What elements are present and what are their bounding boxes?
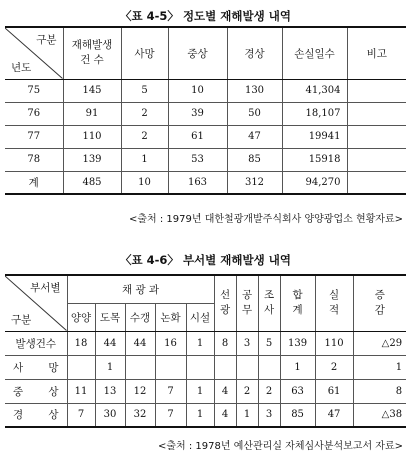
table-row xyxy=(5,79,406,102)
table-cell: 1 xyxy=(95,355,125,379)
table2-subheader-nonhwa: 논화 xyxy=(155,303,186,331)
table-cell: 19941 xyxy=(282,125,347,148)
table1-header-lost-days: 손실일수 xyxy=(282,27,347,79)
table-row xyxy=(5,379,406,403)
table2-subheader-sugaeng: 수갱 xyxy=(125,303,155,331)
table-cell: 1 xyxy=(186,379,214,403)
table-cell: 1 xyxy=(186,403,214,427)
row-label xyxy=(5,379,67,403)
table-cell: 85 xyxy=(227,148,282,171)
table-cell: 63 xyxy=(280,379,315,403)
table-cell: 145 xyxy=(63,79,121,102)
table-cell: 3 xyxy=(258,403,280,427)
table1-header-death: 사망 xyxy=(121,27,168,79)
table2-header-survey xyxy=(258,275,280,331)
row-label-char: 중 xyxy=(13,385,24,398)
row-label xyxy=(5,403,67,427)
table-cell: 61 xyxy=(315,379,353,403)
table1-caption: 〈표 4-5〉 정도별 재해발생 내역 xyxy=(120,9,291,23)
row-label: 75 xyxy=(5,79,63,102)
table-cell: 10 xyxy=(168,79,227,102)
table-cell: 485 xyxy=(63,171,121,194)
table-cell: 7 xyxy=(67,403,95,427)
header-char: 조 xyxy=(263,289,275,302)
table-cell: 1 xyxy=(280,355,315,379)
table1-header-cases-line1: 재해발생 xyxy=(71,39,113,52)
table1-corner-bottom: 년도 xyxy=(11,61,32,74)
table-cell xyxy=(347,102,406,125)
table-cell: 1 xyxy=(236,403,258,427)
table-cell: 91 xyxy=(63,102,121,125)
header-char: 무 xyxy=(241,304,253,317)
row-label-char: 망 xyxy=(48,361,59,374)
table2-header-ore xyxy=(214,275,236,331)
table-cell xyxy=(347,148,406,171)
table-cell: 5 xyxy=(258,331,280,355)
table-cell xyxy=(125,355,155,379)
table-cell: 2 xyxy=(236,379,258,403)
table2-subheader-domok: 도목 xyxy=(95,303,125,331)
table-cell: 1 xyxy=(353,355,406,379)
table-cell: 130 xyxy=(227,79,282,102)
table2-header-actual xyxy=(315,275,353,331)
table-cell: 12 xyxy=(125,379,155,403)
table-cell: 18 xyxy=(67,331,95,355)
table-cell: 94,270 xyxy=(282,171,347,194)
table1-corner-top: 구분 xyxy=(36,34,57,46)
table-row xyxy=(5,148,406,171)
table2-subheader-yangyang: 양양 xyxy=(67,303,95,331)
table-cell: 11 xyxy=(67,379,95,403)
row-label: 계 xyxy=(5,171,63,194)
table-cell xyxy=(347,171,406,194)
table-cell: 18,107 xyxy=(282,102,347,125)
table-cell: 110 xyxy=(63,125,121,148)
table-cell xyxy=(347,79,406,102)
table2-caption: 〈표 4-6〉 부서별 재해발생 내역 xyxy=(120,253,291,267)
table-cell: 110 xyxy=(315,331,353,355)
table2-header-change xyxy=(353,275,406,331)
table-cell xyxy=(214,355,236,379)
table2 xyxy=(5,274,406,428)
table-cell: 13 xyxy=(95,379,125,403)
table-cell: 44 xyxy=(95,331,125,355)
table2-source: <출처 : 1978년 예산관리실 자체심사분석보고서 자료> xyxy=(157,441,403,452)
table1-corner-cell xyxy=(5,27,63,79)
table-cell: 10 xyxy=(121,171,168,194)
table-cell: 30 xyxy=(95,403,125,427)
table-cell: 3 xyxy=(236,331,258,355)
table2-corner-bottom: 구분 xyxy=(11,313,32,326)
table-cell xyxy=(347,125,406,148)
header-char: 선 xyxy=(219,289,231,302)
table-cell: 15918 xyxy=(282,148,347,171)
row-label-char: 사 xyxy=(13,361,24,374)
header-char: 광 xyxy=(219,304,231,317)
row-label-char: 상 xyxy=(48,409,59,422)
table2-group-header: 채 광 과 xyxy=(67,275,214,303)
row-label: 76 xyxy=(5,102,63,125)
table1-header-minor: 경상 xyxy=(227,27,282,79)
table-cell: 47 xyxy=(227,125,282,148)
table-row xyxy=(5,355,406,379)
table-cell: 47 xyxy=(315,403,353,427)
table1 xyxy=(5,26,406,195)
table2-subheader-facility: 시설 xyxy=(186,303,214,331)
table-cell: 2 xyxy=(121,102,168,125)
table-cell: 41,304 xyxy=(282,79,347,102)
header-char: 공 xyxy=(241,289,253,302)
table-cell: 2 xyxy=(315,355,353,379)
header-char: 사 xyxy=(263,304,275,317)
table2-corner-cell xyxy=(5,275,67,331)
table-row xyxy=(5,331,406,355)
table-cell xyxy=(258,355,280,379)
table-cell: △38 xyxy=(353,403,406,427)
table-cell: 5 xyxy=(121,79,168,102)
table-cell: 1 xyxy=(121,148,168,171)
table-cell: 139 xyxy=(280,331,315,355)
table1-header-row xyxy=(5,27,406,79)
row-label-char: 상 xyxy=(48,385,59,398)
header-char: 합 xyxy=(292,289,303,302)
table-cell: 53 xyxy=(168,148,227,171)
table-cell: 16 xyxy=(155,331,186,355)
table-cell xyxy=(236,355,258,379)
header-char: 실 xyxy=(328,289,340,302)
table-cell: 163 xyxy=(168,171,227,194)
header-char: 증 xyxy=(374,289,385,302)
table-total-row xyxy=(5,171,406,194)
table2-header-row-1 xyxy=(5,275,406,303)
table-cell: 7 xyxy=(155,403,186,427)
header-char: 감 xyxy=(374,304,385,317)
table2-corner-top: 부서별 xyxy=(30,282,61,294)
table2-header-works xyxy=(236,275,258,331)
row-label xyxy=(5,355,67,379)
table-cell: 32 xyxy=(125,403,155,427)
table-cell: 4 xyxy=(214,379,236,403)
table-cell: 1 xyxy=(186,331,214,355)
table-cell: 85 xyxy=(280,403,315,427)
table-cell: 39 xyxy=(168,102,227,125)
row-label: 78 xyxy=(5,148,63,171)
table1-header-serious: 중상 xyxy=(168,27,227,79)
table-cell xyxy=(67,355,95,379)
table-cell: △29 xyxy=(353,331,406,355)
table-cell: 50 xyxy=(227,102,282,125)
table-cell: 2 xyxy=(121,125,168,148)
table-row xyxy=(5,102,406,125)
table-cell: 44 xyxy=(125,331,155,355)
table-cell: 4 xyxy=(214,403,236,427)
table-cell: 8 xyxy=(214,331,236,355)
table-cell xyxy=(155,355,186,379)
header-char: 적 xyxy=(328,304,340,317)
row-label-char: 경 xyxy=(13,409,24,422)
table1-header-cases-line2: 건 수 xyxy=(80,54,104,67)
table-cell: 139 xyxy=(63,148,121,171)
table-cell: 2 xyxy=(258,379,280,403)
table-cell xyxy=(186,355,214,379)
table1-header-cases xyxy=(63,27,121,79)
table2-header-total xyxy=(280,275,315,331)
row-label: 발생건수 xyxy=(5,331,67,355)
table-cell: 7 xyxy=(155,379,186,403)
table1-header-remarks: 비고 xyxy=(347,27,406,79)
table-cell: 8 xyxy=(353,379,406,403)
header-char: 계 xyxy=(292,304,303,317)
table1-source: <출처 : 1979년 대한철광개발주식회사 양양광업소 현황자료> xyxy=(129,214,403,225)
table-cell: 61 xyxy=(168,125,227,148)
table-cell: 312 xyxy=(227,171,282,194)
row-label: 77 xyxy=(5,125,63,148)
table-row xyxy=(5,403,406,427)
table-row xyxy=(5,125,406,148)
